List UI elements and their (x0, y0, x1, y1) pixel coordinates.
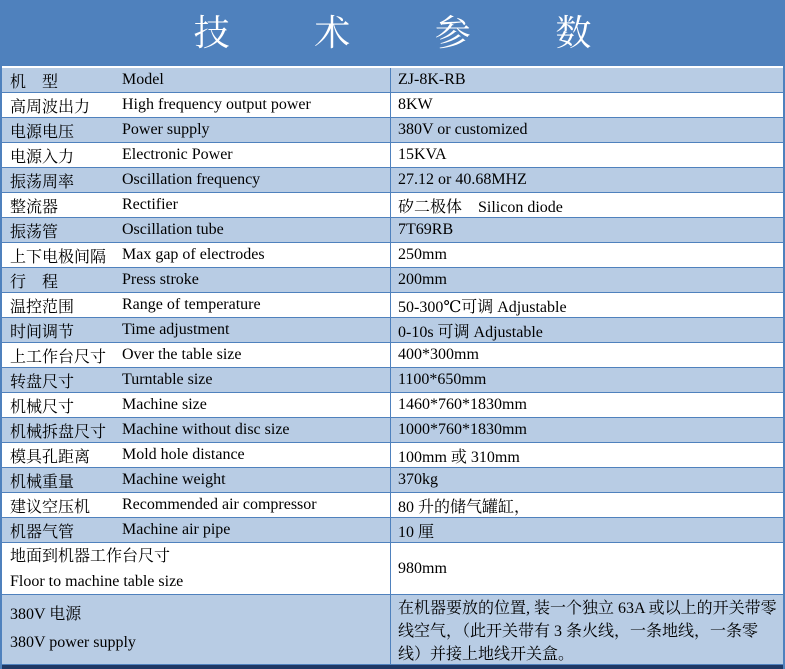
row-value: 27.12 or 40.68MHZ (390, 168, 783, 192)
row-label-zh: 380V 电源 (10, 606, 82, 623)
row-label-zh: 电源电压 (10, 123, 75, 141)
table-row (2, 268, 783, 293)
row-label-en: Model (122, 71, 164, 88)
table-row (2, 293, 783, 318)
row-label (2, 143, 390, 167)
row-label-zh: 上工作台尺寸 (10, 348, 107, 366)
table-row (2, 493, 783, 518)
row-label (2, 443, 390, 467)
row-label (2, 218, 390, 242)
row-label (2, 168, 390, 192)
table-row (2, 543, 783, 595)
row-label-en: Press stroke (122, 271, 199, 288)
table-row (2, 243, 783, 268)
row-value: 矽二极体 Silicon diode (390, 193, 783, 217)
row-label-zh: 机械尺寸 (10, 398, 75, 416)
row-value: 1460*760*1830mm (390, 393, 783, 417)
row-label (2, 243, 390, 267)
row-label-zh: 上下电极间隔 (10, 248, 107, 266)
table-title: 技 术 参 数 (2, 0, 783, 66)
row-label-zh: 电源入力 (10, 148, 75, 166)
row-label-zh: 机 型 (10, 73, 59, 91)
row-label-en: Machine without disc size (122, 421, 290, 438)
table-row (2, 418, 783, 443)
row-label (2, 418, 390, 442)
row-label (2, 318, 390, 342)
row-value: 15KVA (390, 143, 783, 167)
row-value: 在机器要放的位置, 装一个独立 63A 或以上的开关带零线空气，（此开关带有 3 条火线，一条地线，一条零线）并接上地线开关盒。 (390, 595, 783, 664)
table-row (2, 343, 783, 368)
row-value: 250mm (390, 243, 783, 267)
row-label-en: Over the table size (122, 346, 242, 363)
row-label (2, 393, 390, 417)
row-label-zh: 机器气管 (10, 523, 75, 541)
row-value: 10 厘 (390, 518, 783, 542)
table-row (2, 595, 783, 665)
row-label-zh: 整流器 (10, 198, 59, 216)
row-label-zh: 转盘尺寸 (10, 373, 75, 391)
row-label-zh: 机械拆盘尺寸 (10, 423, 107, 441)
row-label-en: 380V power supply (10, 634, 136, 651)
row-value: 200mm (390, 268, 783, 292)
row-label-en: Turntable size (122, 371, 213, 388)
table-row (2, 318, 783, 343)
row-label-zh: 地面到机器工作台尺寸 (10, 548, 171, 565)
row-value: 50-300℃可调 Adjustable (390, 293, 783, 317)
row-label-en: Range of temperature (122, 296, 261, 313)
row-label-zh: 行 程 (10, 273, 59, 291)
row-label-en: Machine air pipe (122, 521, 231, 538)
row-label (2, 93, 390, 117)
row-label-en: Oscillation frequency (122, 171, 261, 188)
row-value: 400*300mm (390, 343, 783, 367)
row-label-en: High frequency output power (122, 96, 311, 113)
row-value: 980mm (390, 543, 783, 594)
row-value: 0-10s 可调 Adjustable (390, 318, 783, 342)
table-row (2, 518, 783, 543)
row-label-zh: 建议空压机 (10, 498, 91, 516)
row-value: 8KW (390, 93, 783, 117)
row-value: 80 升的储气罐缸， (390, 493, 783, 517)
row-label-zh: 模具孔距离 (10, 448, 91, 466)
table-row (2, 93, 783, 118)
row-value: ZJ-8K-RB (390, 68, 783, 92)
table-row (2, 368, 783, 393)
table-row (2, 143, 783, 168)
row-label-zh: 高周波出力 (10, 98, 91, 116)
row-label (2, 543, 390, 594)
table-body (2, 68, 783, 665)
table-row (2, 118, 783, 143)
row-label-zh: 机械重量 (10, 473, 75, 491)
row-label-en: Max gap of electrodes (122, 246, 265, 263)
table-row (2, 218, 783, 243)
table-row (2, 68, 783, 93)
row-label (2, 118, 390, 142)
row-label (2, 268, 390, 292)
row-label-zh: 时间调节 (10, 323, 75, 341)
row-value: 1000*760*1830mm (390, 418, 783, 442)
row-value: 370kg (390, 468, 783, 492)
row-label (2, 468, 390, 492)
row-label (2, 493, 390, 517)
row-label (2, 518, 390, 542)
row-value: 100mm 或 310mm (390, 443, 783, 467)
row-label-en: Machine size (122, 396, 207, 413)
row-label-en: Rectifier (122, 196, 178, 213)
table-row (2, 193, 783, 218)
table-row (2, 393, 783, 418)
row-label-en: Recommended air compressor (122, 496, 317, 513)
row-label (2, 293, 390, 317)
row-label-en: Mold hole distance (122, 446, 245, 463)
row-label-zh: 温控范围 (10, 298, 75, 316)
row-label-en: Time adjustment (122, 321, 230, 338)
row-label-en: Oscillation tube (122, 221, 224, 238)
row-label (2, 193, 390, 217)
bottom-bar (0, 665, 785, 669)
row-label (2, 368, 390, 392)
row-label-en: Floor to machine table size (10, 573, 184, 590)
table-row (2, 443, 783, 468)
row-value: 1100*650mm (390, 368, 783, 392)
row-label-en: Machine weight (122, 471, 226, 488)
table-row (2, 468, 783, 493)
row-label-zh: 振荡管 (10, 223, 59, 241)
row-label (2, 343, 390, 367)
row-label-en: Electronic Power (122, 146, 233, 163)
row-label-zh: 振荡周率 (10, 173, 75, 191)
row-value: 7T69RB (390, 218, 783, 242)
row-label (2, 595, 390, 664)
row-label (2, 68, 390, 92)
row-label-en: Power supply (122, 121, 210, 138)
table-row (2, 168, 783, 193)
row-value: 380V or customized (390, 118, 783, 142)
